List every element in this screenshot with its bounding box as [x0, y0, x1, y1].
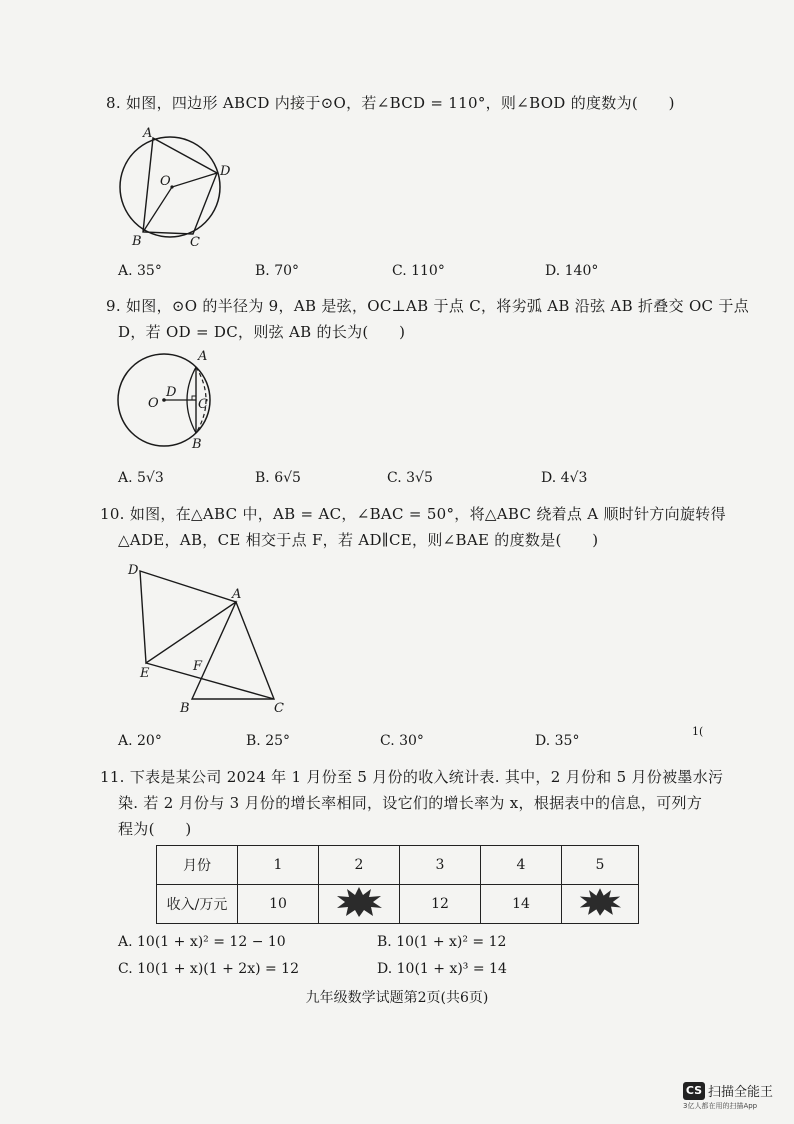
q8-figure — [110, 125, 240, 250]
q9-stem-line2: D，若 OD = DC，则弦 AB 的长为( ) — [118, 323, 406, 341]
q10-stem-line1: 10. 如图，在△ABC 中，AB = AC，∠BAC = 50°，将△ABC 绕着点 A 顺时针方向旋转得 — [100, 505, 726, 523]
q8-label-o: O — [160, 174, 171, 189]
q10-label-b: B — [180, 701, 190, 716]
table-cell: 3 — [400, 846, 481, 885]
q8-option-b: B. 70° — [255, 263, 300, 279]
q11-stem-line3: 程为( ) — [118, 820, 192, 838]
q11-option-c: C. 10(1 + x)(1 + 2x) = 12 — [118, 961, 299, 977]
q10-label-d: D — [128, 563, 139, 578]
q10-label-c: C — [274, 701, 284, 716]
q9-option-c: C. 3√5 — [387, 470, 433, 486]
q10-label-a: A — [232, 587, 242, 602]
q8-option-a: A. 35° — [118, 263, 162, 279]
q8-option-d: D. 140° — [545, 263, 599, 279]
q10-option-b: B. 25° — [246, 733, 291, 749]
q8-label-a: A — [143, 126, 153, 141]
table-cell: 2 — [319, 846, 400, 885]
q10-option-a: A. 20° — [118, 733, 162, 749]
q10-figure — [120, 560, 300, 720]
table-row — [157, 885, 639, 924]
q8-label-c: C — [190, 235, 200, 250]
ink-stain-icon — [578, 886, 622, 918]
ink-stain-cell — [562, 885, 639, 924]
table-row — [157, 846, 639, 885]
q10-triangle-ade — [140, 571, 236, 663]
q8-label-b: B — [132, 234, 142, 249]
scanner-badge: CS — [683, 1082, 705, 1100]
q10-option-c: C. 30° — [380, 733, 424, 749]
table-cell: 5 — [562, 846, 639, 885]
q11-option-d: D. 10(1 + x)³ = 14 — [377, 961, 507, 977]
table-header-income: 收入/万元 — [157, 885, 238, 924]
table-cell: 12 — [400, 885, 481, 924]
q10-label-e: E — [140, 666, 150, 681]
table-cell: 10 — [238, 885, 319, 924]
table-cell: 14 — [481, 885, 562, 924]
q8-option-c: C. 110° — [392, 263, 445, 279]
q9-label-d: D — [166, 385, 177, 400]
table-cell: 4 — [481, 846, 562, 885]
q9-label-o: O — [148, 396, 159, 411]
q10-label-f: F — [193, 659, 203, 674]
q10-triangle-abc — [192, 602, 274, 699]
scanner-name: 扫描全能王 — [708, 1085, 774, 1100]
income-table — [156, 845, 639, 924]
q10-option-d: D. 35° — [535, 733, 580, 749]
q9-option-a: A. 5√3 — [118, 470, 164, 486]
table-header-month: 月份 — [157, 846, 238, 885]
q8-label-d: D — [220, 164, 231, 179]
q8-stem: 8. 如图，四边形 ABCD 内接于⊙O，若∠BCD = 110°，则∠BOD 的度数为( ) — [106, 94, 675, 112]
ink-stain-cell — [319, 885, 400, 924]
q9-label-b: B — [192, 437, 202, 452]
table-cell: 1 — [238, 846, 319, 885]
q9-label-a: A — [198, 349, 208, 364]
q11-option-a: A. 10(1 + x)² = 12 − 10 — [118, 934, 286, 950]
scanner-tagline: 3亿人都在用的扫描App — [683, 1102, 758, 1110]
q11-option-b: B. 10(1 + x)² = 12 — [377, 934, 507, 950]
q9-figure — [112, 348, 222, 458]
q11-stem-line1: 11. 下表是某公司 2024 年 1 月份至 5 月份的收入统计表. 其中，2 月份和 5 月份被墨水污 — [100, 768, 724, 786]
page-footer: 九年级数学试题第2页(共6页) — [305, 990, 489, 1006]
q9-stem-line1: 9. 如图，⊙O 的半径为 9，AB 是弦，OC⊥AB 于点 C，将劣弧 AB 沿弦 AB 折叠交 OC 于点 — [106, 297, 749, 315]
q9-option-d: D. 4√3 — [541, 470, 588, 486]
q9-label-c: C — [198, 397, 208, 412]
q11-stem-line2: 染. 若 2 月份与 3 月份的增长率相同，设它们的增长率为 x，根据表中的信息，可列方 — [118, 794, 703, 812]
q10-segment-ce — [146, 663, 274, 699]
ink-stain-icon — [335, 886, 383, 918]
margin-mark: 1( — [692, 725, 704, 738]
q10-stem-line2: △ADE，AB，CE 相交于点 F，若 AD∥CE，则∠BAE 的度数是( ) — [118, 531, 599, 549]
q9-option-b: B. 6√5 — [255, 470, 301, 486]
scanner-logo — [683, 1080, 774, 1110]
